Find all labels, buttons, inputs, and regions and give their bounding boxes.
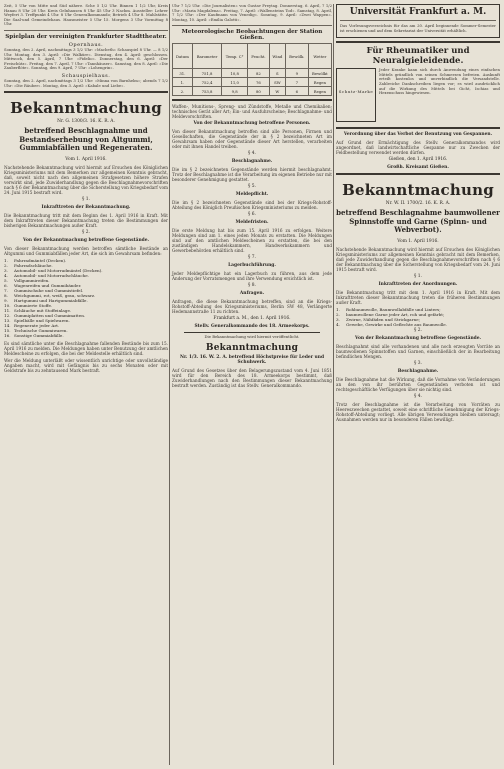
announcement-paragraph: Wer die Meldung unterläßt oder wissentlich unrichtige oder unvollständige Angaben macht, wird mit Gefängnis bis zu sechs Monaten oder mit Geldstrafe bis zu zehntausend Mark bestraft. bbox=[4, 357, 168, 373]
announcement-paragraph: Von dieser Bekanntmachung werden betroffen sämtliche Bestände an Altgummi und Gummiabfällen jeder Art, die sich im Gewahrsam befinden: bbox=[4, 245, 168, 256]
list-item: 5. Vollgummireifen. bbox=[4, 277, 50, 283]
announcement-paragraph: Nachstehende Bekanntmachung wird hiermit auf Ersuchen des Königlichen Kriegsministeriums zur allgemeinen Kenntnis gebracht mit dem Bemerken, daß jede Zuwiderhandlung gegen die Beschlagnahmevorschriften nach § 6 der Bekanntmachung über die Sicherstellung von Kriegsbedarf vom 24. Juni 1915 bestraft wird. bbox=[336, 246, 500, 272]
note: Die Bekanntmachung wird hiermit veröffentlicht. bbox=[204, 334, 300, 340]
advertisement-text: Jeder Kranke kann sich durch Anwendung eines einfachen Mittels gründlich von seinen Schmerzen befreien. Auskunft erteilt kostenlos und unverbindlich die Versandstelle. Zahlreiche Dankschreiben liegen vor; es wird ausdrücklich auf die Wirkung des Mittels bei Gicht, Ischias und Hexenschuss hingewiesen. bbox=[379, 67, 500, 96]
table-header: Bewölk. bbox=[285, 44, 308, 69]
table-row: 31. 751,8 10,8 82 S 9 Bewölkt bbox=[173, 69, 332, 78]
advertisement-image-box bbox=[336, 68, 376, 122]
announcement-paragraph: Nachstehende Bekanntmachung wird hiermit auf Ersuchen des Königlichen Kriegsministeriums mit dem Bemerken zur allgemeinen Kenntnis gebracht, daß, soweit nicht nach den allgemeinen Strafgesetzen höhere Strafen verwirkt sind, jede Zuwiderhandlung gegen die Beschlagnahmevorschriften nach § 6 der Bekanntmachung über die Sicherstellung von Kriegsbedarf vom 24. Juni 1915 bestraft wird. bbox=[4, 164, 168, 195]
section-number: § 8. bbox=[248, 283, 256, 289]
spielplan-text-2: Sonntag, den 2. April, nachmittags 3 1/2 Uhr: »Minna von Barnhelm«; abends 7 1/2 Uhr: »Die Räuber«. Montag, den 3. April: »Kabale und Liebe«. bbox=[4, 77, 168, 88]
table-row: 1. 752,4 11,0 76 SW 7 Regen bbox=[173, 78, 332, 87]
list-item: 3. Zwirne, Nähfäden und Strickgarne; bbox=[336, 316, 421, 322]
list-item: 3. Automobil- und Motorradmäntel (Decken). bbox=[4, 267, 103, 273]
divider bbox=[172, 99, 332, 101]
divider bbox=[340, 20, 496, 21]
official-signature: Großh. Kreisamt Gießen. bbox=[387, 165, 449, 171]
column-left bbox=[4, 4, 168, 375]
section-heading: Von der Bekanntmachung betroffene Gegenstände. bbox=[354, 335, 482, 341]
section-number: § 7. bbox=[248, 255, 256, 261]
table-header: Temp. C° bbox=[222, 44, 248, 69]
table-header: Feucht. bbox=[248, 44, 270, 69]
official-place-date: Gießen, den 1. April 1916. bbox=[388, 157, 448, 163]
section-number: § 1. bbox=[82, 196, 90, 202]
list-item: 14. Regenerate jeder Art. bbox=[4, 322, 60, 328]
list-item: 1. Fahrradmäntel (Decken). bbox=[4, 257, 67, 263]
announcement-paragraph: Beschlagnahmt sind alle vorhandenen und alle noch erzeugten Vorräte an baumwollenen Spinnstoffen und Garnen, einschließlich der in Bearbeitung befindlichen Mengen. bbox=[336, 343, 500, 359]
list-item: 7. Gummischuhe und Gummistiefel. bbox=[4, 287, 84, 293]
section-heading: Beschlagnahme. bbox=[397, 368, 439, 374]
divider bbox=[336, 41, 500, 43]
office-signature: Stellv. Generalkommando des 18. Armeekorps. bbox=[194, 324, 310, 330]
announcement-title-3: Bekanntmachung bbox=[342, 181, 494, 200]
list-item: 16. Sonstige Gummiabfälle. bbox=[4, 332, 64, 338]
divider bbox=[4, 30, 168, 31]
paragraph: Die erste Meldung hat bis zum 15. April 1916 zu erfolgen. Weitere Meldungen sind am 1. eines jeden Monats zu erstatten. Die Meldungen sind auf den amtlichen Meldescheinen zu erstatten, die bei den zuständigen Handelskammern, Handwerkskammern und Gewerbebehörden erhältlich sind. bbox=[172, 228, 332, 254]
spielplan-subtitle-2: Schauspielhaus. bbox=[61, 72, 111, 79]
section-number: § 6. bbox=[248, 212, 256, 218]
announcement-subtitle-2: Nr. 1/3. 16. W. 2. A. betreffend Höchstpreise für Leder und Schuhwerk. bbox=[179, 354, 325, 365]
announcement-reference: Nr. W. II. 1700/2. 16. K. R. A. bbox=[385, 201, 451, 207]
table-header-row bbox=[173, 44, 332, 69]
table-header: Wetter bbox=[308, 44, 331, 69]
list-item: 4. Automobil- und Motorradschläuche. bbox=[4, 272, 89, 278]
section-number: § 4. bbox=[414, 393, 422, 399]
paragraph: Jeder Meldepflichtige hat ein Lagerbuch zu führen, aus dem jede Änderung der Vorratsmengen und ihre Verwendung ersichtlich ist. bbox=[172, 271, 332, 282]
announcement-subtitle: betreffend Beschlagnahme und Bestandserhebung von Altgummi, Gummiabfällen und Regeneraten. bbox=[19, 126, 153, 153]
announcement-reference: Nr. G. 1300/3. 16. K. R. A. bbox=[57, 119, 115, 125]
announcement-date: Vom 1. April 1916. bbox=[65, 156, 107, 162]
list-item: 8. Weichgummi, rot, weiß, grau, schwarz. bbox=[4, 292, 96, 298]
top-paragraph: Zeit, 5 Uhr von Mitte und Süd nähere. Sche 5 1/2 Uhr. Binnen 1 1/2 Uhr, Kreis Hanau 8 Uhr 20 Uhr. Kreis Gelnhausen 8 Uhr 45 Uhr 3 Nachm. Aussteller: Lehrer Weyfert 3. Treffpunkt 4 Uhr. 8 Uhr Generalkommando; Betrieb 4 Uhr 8. Mahlstätte. Die Saal-und Gemeindehaus. Hausmeister 5 Uhr 15. Morgens 3 Uhr Vormittag 8 Uhr. bbox=[4, 3, 168, 27]
list-item: 1. Rohbaumwolle, Baumwollabfälle und Linters; bbox=[336, 306, 441, 312]
weather-table bbox=[172, 43, 332, 96]
section-heading: Von der Bekanntmachung betroffene Personen. bbox=[193, 121, 311, 127]
section-heading: Meldefristen. bbox=[235, 220, 269, 226]
table-header: Wind bbox=[269, 44, 285, 69]
announcement-title: Bekanntmachung bbox=[10, 99, 162, 118]
divider bbox=[172, 25, 332, 26]
column-right bbox=[336, 4, 500, 424]
table-header: Datum bbox=[173, 44, 193, 69]
list-item: 2. baumwollene Garne jeder Art, roh und gefärbt; bbox=[336, 311, 445, 317]
section-number: § 3. bbox=[414, 360, 422, 366]
list-item: 12. Gummiplatten und Gummimatten. bbox=[4, 312, 86, 318]
list-item: 9. Hartgummi und Hartgummiabfälle. bbox=[4, 297, 88, 303]
section-heading: Meldepflicht. bbox=[235, 192, 269, 198]
divider bbox=[184, 332, 320, 333]
list-item: 10. Gummierte Stoffe. bbox=[4, 302, 53, 308]
place-date: Frankfurt a. M., den 1. April 1916. bbox=[213, 316, 291, 322]
announcement-paragraph: Es sind sämtliche unter die Beschlagnahme fallenden Bestände bis zum 15. April 1916 zu melden. Die Meldungen haben unter Benutzung der amtlichen Meldescheine zu erfolgen, die bei der Meldestelle erhältlich sind. bbox=[4, 340, 168, 356]
section-number: § 5. bbox=[248, 184, 256, 190]
paragraph: Anfragen, die diese Bekanntmachung betreffen, sind an die Kriegs-Rohstoff-Abteilung des Kriegsministeriums, Berlin SW 48, Verlängerte Hedemannstraße 11 zu richten. bbox=[172, 299, 332, 315]
official-notice-text: Auf Grund der Ermächtigung des Stellv. Generalkommandos wird angeordnet, daß landwirtschaftliche Gespanne nur zu Zwecken der Feldbestellung verwendet werden dürfen. bbox=[336, 140, 500, 156]
section-heading: Inkrafttreten der Bekanntmachung. bbox=[41, 204, 131, 210]
announcement-paragraph: Die Bekanntmachung tritt mit dem 1. April 1916 in Kraft. Mit dem Inkrafttreten dieser Bekanntmachung treten die früheren Bestimmungen außer Kraft. bbox=[336, 289, 500, 305]
list-item: 15. Technische Gummiwaren. bbox=[4, 327, 68, 333]
divider bbox=[4, 91, 168, 93]
paragraph: Von dieser Bekanntmachung betroffen sind alle Personen, Firmen und Gesellschaften, die Gegenstände der in § 2 bezeichneten Art im Gewahrsam haben oder Gegenstände dieser Art herstellen, verarbeiten oder mit ihnen Handel treiben. bbox=[172, 129, 332, 150]
section-heading: Lagerbuchführung. bbox=[228, 263, 276, 269]
section-heading: Beschlagnahme. bbox=[231, 159, 273, 165]
paragraph: Waffen-, Munitions-, Spreng- und Zündstoffe, Metalle und Chemikalien; technisches Gerät aller Art; Ein- und Ausfuhrscheine; Beschlagnahme- und Meldevorschriften. bbox=[172, 104, 332, 120]
list-item: 13. Spielbälle und Spielwaren. bbox=[4, 317, 70, 323]
column-middle bbox=[172, 4, 332, 390]
list-item: 4. Gewebe, Gewirke und Geflechte aus Baumwolle. bbox=[336, 321, 448, 327]
section-heading: Anfragen. bbox=[239, 291, 265, 297]
divider bbox=[336, 173, 500, 175]
column-divider bbox=[169, 4, 170, 765]
university-notice bbox=[336, 4, 500, 38]
announcement-date: Vom 1. April 1916. bbox=[397, 238, 439, 244]
paragraph: Auf Grund des Gesetzes über den Belagerungszustand vom 4. Juni 1851 wird für den Bereich des 18. Armeekorps bestimmt, daß Zuwiderhandlungen nach den Bestimmungen dieser Bekanntmachung bestraft werden. Zuständig ist das Stellv. Generalkommando. bbox=[172, 367, 332, 388]
section-heading: Inkrafttreten der Anordnungen. bbox=[378, 281, 458, 287]
table-header: Barometer bbox=[192, 44, 221, 69]
list-item: 6. Wagenreifen und Gummibänder. bbox=[4, 282, 82, 288]
university-title: Universität Frankfurt a. M. bbox=[349, 7, 487, 17]
list-item: 11. Schläuche mit Stoffeinlage. bbox=[4, 307, 72, 313]
section-number: § 4. bbox=[248, 151, 256, 157]
section-number: § 2. bbox=[82, 229, 90, 235]
table-row: 2. 753,8 9,8 80 W 6 Regen bbox=[173, 87, 332, 96]
weather-title: Meteorologische Beobachtungen der Station Gießen. bbox=[181, 29, 323, 42]
paragraph: Die im § 2 bezeichneten Gegenstände werden hiermit beschlagnahmt. Trotz der Beschlagnahme ist die Verarbeitung im eigenen Betriebe nur mit besonderer Genehmigung gestattet. bbox=[172, 167, 332, 183]
university-text: Das Vorlesungsverzeichnis für das am 20. April beginnende Sommer-Semester ist erschienen und auf dem Sekretariat der Universität erhältlich. bbox=[340, 23, 496, 33]
list-item: 2. Fahrradschläuche. bbox=[4, 262, 53, 268]
top-paragraph: Uhr 7 1/2 Uhr. »Die Journalisten« von Gustav Freytag. Donnerstag, 6. April, 7 1/2 Uhr: »Maria Magdalena«. Freitag, 7. April: »Wallensteins Tod«. Samstag, 8. April, 7 1/2 Uhr: »Der Kaufmann von Venedig«. Sonntag, 9. April: »Zwei Wappen«. Montag, 10. April: »Emilia Galotti«. bbox=[172, 3, 332, 22]
column-divider bbox=[333, 4, 334, 765]
paragraph: Die im § 2 bezeichneten Gegenstände sind bei der Kriegs-Rohstoff-Abteilung des Königlich Preußischen Kriegsministeriums zu melden. bbox=[172, 200, 332, 211]
item-list bbox=[4, 258, 168, 338]
advertisement bbox=[336, 68, 500, 124]
advertisement-title: Für Rheumatiker und Neuralgieleidende. bbox=[366, 46, 470, 67]
announcement-title-2: Bekanntmachung bbox=[205, 342, 299, 353]
spielplan-text: Sonntag, den 2. April, nachmittags 3 1/2 Uhr: »Macbeth« Schauspiel 8 Uhr. — 8 1/2 Uhr. Montag, den 3. April: »Die Walküre«. Dienstag, den 4. April: geschlossen. Mittwoch, den 5. April, 7 Uhr: »Fidelio«. Donnerstag, den 6. April: »Der Freischütz«. Freitag, den 7. April, 7 Uhr: »Tannhäuser«. Samstag, den 8. April: »Die Zauberflöte«. Sonntag, den 9. April, 7 Uhr: »Lohengrin«. bbox=[4, 46, 168, 71]
divider bbox=[336, 127, 500, 129]
announcement-paragraph: Die Bekanntmachung tritt mit dem Beginn des 1. April 1916 in Kraft. Mit dem Inkrafttreten dieser Bekanntmachung treten die Bestimmungen der bisherigen Bekanntmachungen außer Kraft. bbox=[4, 212, 168, 228]
announcement-paragraph: Trotz der Beschlagnahme ist die Verarbeitung von Vorräten zu Heereszwecken gestattet, soweit eine schriftliche Genehmigung der Kriegs-Rohstoff-Abteilung vorliegt. Alle übrigen Verwendungen bleiben untersagt; Ausnahmen werden nur in besonderen Fällen bewilligt. bbox=[336, 401, 500, 422]
spielplan-title: Spielplan der vereinigten Frankfurter Stadttheater. bbox=[5, 33, 167, 40]
section-number: § 2. bbox=[414, 327, 422, 333]
announcement-paragraph: Die Beschlagnahme hat die Wirkung, daß die Vornahme von Veränderungen an den von ihr berührten Gegenständen verboten ist und rechtsgeschäftliche Verfügungen über sie nichtig sind. bbox=[336, 376, 500, 392]
item-list bbox=[336, 307, 500, 327]
announcement-subtitle: betreffend Beschlagnahme baumwollener Spinnstoffe und Garne (Spinn- und Webverbot). bbox=[336, 208, 500, 235]
advertisement-box-label: Schutz-Marke bbox=[338, 89, 374, 95]
section-number: § 1. bbox=[414, 273, 422, 279]
official-notice-title: Verordnung über das Verbot der Benutzung von Gespannen. bbox=[343, 132, 493, 138]
section-heading: Von der Bekanntmachung betroffene Gegenstände. bbox=[22, 237, 150, 243]
spielplan-subtitle: Opernhaus. bbox=[68, 41, 104, 48]
